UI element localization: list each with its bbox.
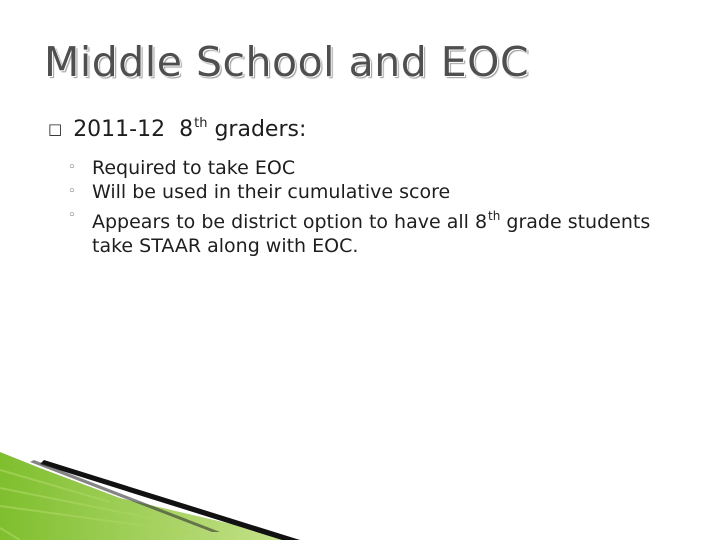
grade-number: 8 xyxy=(179,117,194,142)
sub-bullet-text: Will be used in their cumulative score xyxy=(92,181,451,203)
corner-decoration xyxy=(0,440,720,540)
bullet-grade xyxy=(172,117,207,142)
sub-bullet-item xyxy=(68,204,668,258)
bullet-year: 2011-12 xyxy=(73,117,166,142)
sub-bullet-superscript: th xyxy=(488,209,501,223)
square-bullet-icon: □ xyxy=(48,120,63,138)
bullet-rest: graders: xyxy=(214,117,307,142)
circle-bullet-icon: ◦ xyxy=(68,160,76,175)
sub-bullet-list xyxy=(68,156,668,258)
sub-bullet-text xyxy=(92,211,650,257)
circle-bullet-icon: ◦ xyxy=(68,184,76,199)
slide-title: Middle School and EOC xyxy=(44,38,530,86)
circle-bullet-icon: ◦ xyxy=(68,208,76,223)
grade-superscript: th xyxy=(194,116,208,131)
sub-bullet-item xyxy=(68,156,668,180)
sub-bullet-item xyxy=(68,180,668,204)
main-bullet xyxy=(48,116,306,142)
sub-bullet-text: Required to take EOC xyxy=(92,157,296,179)
sub-bullet-text-post: grade students take STAAR along with EOC. xyxy=(92,211,651,257)
sub-bullet-text-pre: Appears to be district option to have all 8 xyxy=(92,211,488,233)
